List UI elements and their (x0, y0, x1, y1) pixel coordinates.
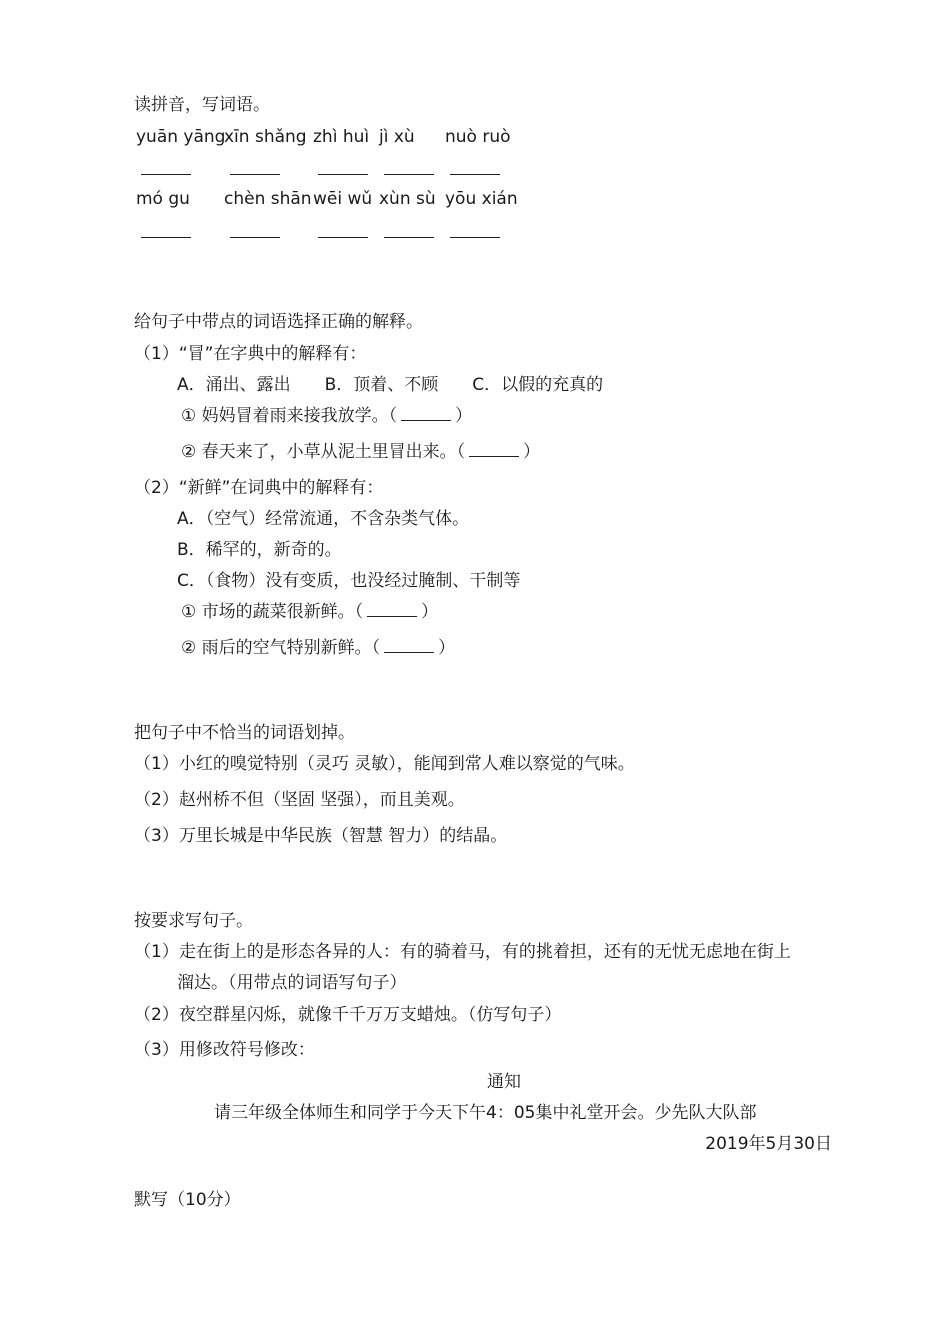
notice-date: 2019年5月30日 (705, 1134, 832, 1154)
answer-blank[interactable] (230, 237, 280, 238)
notice-body: 请三年级全体师生和同学于今天下午4：05集中礼堂开会。少先队大队部 (214, 1103, 757, 1123)
question-2-2-a (181, 601, 438, 623)
question-2-2-b (181, 637, 455, 659)
answer-blank[interactable] (384, 637, 434, 653)
question-2-1-options: A．涌出、露出 B．顶着、不顾 C．以假的充真的 (177, 375, 604, 395)
question-4-1-line-1: （1）走在街上的是形态各异的人：有的骑着马，有的挑着担，还有的无忧无虑地在街上 (134, 942, 791, 962)
pinyin-item: jì xù (379, 127, 415, 147)
answer-blank[interactable] (450, 237, 500, 238)
question-3-3: （3）万里长城是中华民族（智慧 智力）的结晶。 (134, 826, 508, 846)
sentence-text: ② 雨后的空气特别新鲜。（ (181, 638, 381, 658)
close-paren: ） (523, 442, 541, 462)
pinyin-item: zhì huì (313, 127, 370, 147)
definition-c: C．（食物）没有变质，也没经过腌制、干制等 (177, 571, 521, 591)
notice-title: 通知 (487, 1072, 521, 1092)
answer-blank[interactable] (141, 237, 191, 238)
answer-blank[interactable] (450, 174, 500, 175)
pinyin-item: chèn shān (224, 189, 312, 209)
answer-blank[interactable] (318, 174, 368, 175)
question-2-1: （1）“冒”在字典中的解释有： (134, 344, 367, 364)
pinyin-item: xīn shǎng (224, 127, 307, 147)
pinyin-item: wēi wǔ (313, 189, 373, 209)
sentence-text: ② 春天来了，小草从泥土里冒出来。（ (181, 442, 466, 462)
question-4-1-line-2: 溜达。（用带点的词语写句子） (177, 973, 407, 993)
question-2-1-b (181, 441, 540, 463)
pinyin-item: xùn sù (379, 189, 436, 209)
close-paren: ） (455, 406, 473, 426)
question-2-1-a (181, 405, 472, 427)
answer-blank[interactable] (384, 237, 434, 238)
definition-a: A．（空气）经常流通，不含杂类气体。 (177, 509, 470, 529)
pinyin-item: yuān yāng (136, 127, 226, 147)
answer-blank[interactable] (469, 441, 519, 457)
answer-blank[interactable] (318, 237, 368, 238)
pinyin-item: nuò ruò (445, 127, 511, 147)
question-4-2: （2）夜空群星闪烁，就像千千万万支蜡烛。（仿写句子） (134, 1005, 562, 1025)
answer-blank[interactable] (401, 405, 451, 421)
answer-blank[interactable] (141, 174, 191, 175)
question-3-2: （2）赵州桥不但（坚固 坚强），而且美观。 (134, 790, 465, 810)
section-2-title: 给句子中带点的词语选择正确的解释。 (134, 312, 423, 332)
question-2-2: （2）“新鲜”在词典中的解释有： (134, 478, 384, 498)
section-1-title: 读拼音，写词语。 (134, 95, 270, 115)
section-4-title: 按要求写句子。 (134, 911, 253, 931)
sentence-text: ① 市场的蔬菜很新鲜。（ (181, 602, 364, 622)
question-4-3: （3）用修改符号修改： (134, 1040, 315, 1060)
answer-blank[interactable] (230, 174, 280, 175)
section-3-title: 把句子中不恰当的词语划掉。 (134, 723, 355, 743)
answer-blank[interactable] (384, 174, 434, 175)
question-3-1: （1）小红的嗅觉特别（灵巧 灵敏），能闻到常人难以察觉的气味。 (134, 754, 635, 774)
close-paren: ） (421, 602, 439, 622)
close-paren: ） (438, 638, 456, 658)
section-5-title: 默写（10分） (134, 1190, 241, 1210)
pinyin-item: yōu xián (445, 189, 518, 209)
sentence-text: ① 妈妈冒着雨来接我放学。（ (181, 406, 398, 426)
pinyin-item: mó gu (136, 189, 190, 209)
answer-blank[interactable] (367, 601, 417, 617)
definition-b: B．稀罕的，新奇的。 (177, 540, 342, 560)
